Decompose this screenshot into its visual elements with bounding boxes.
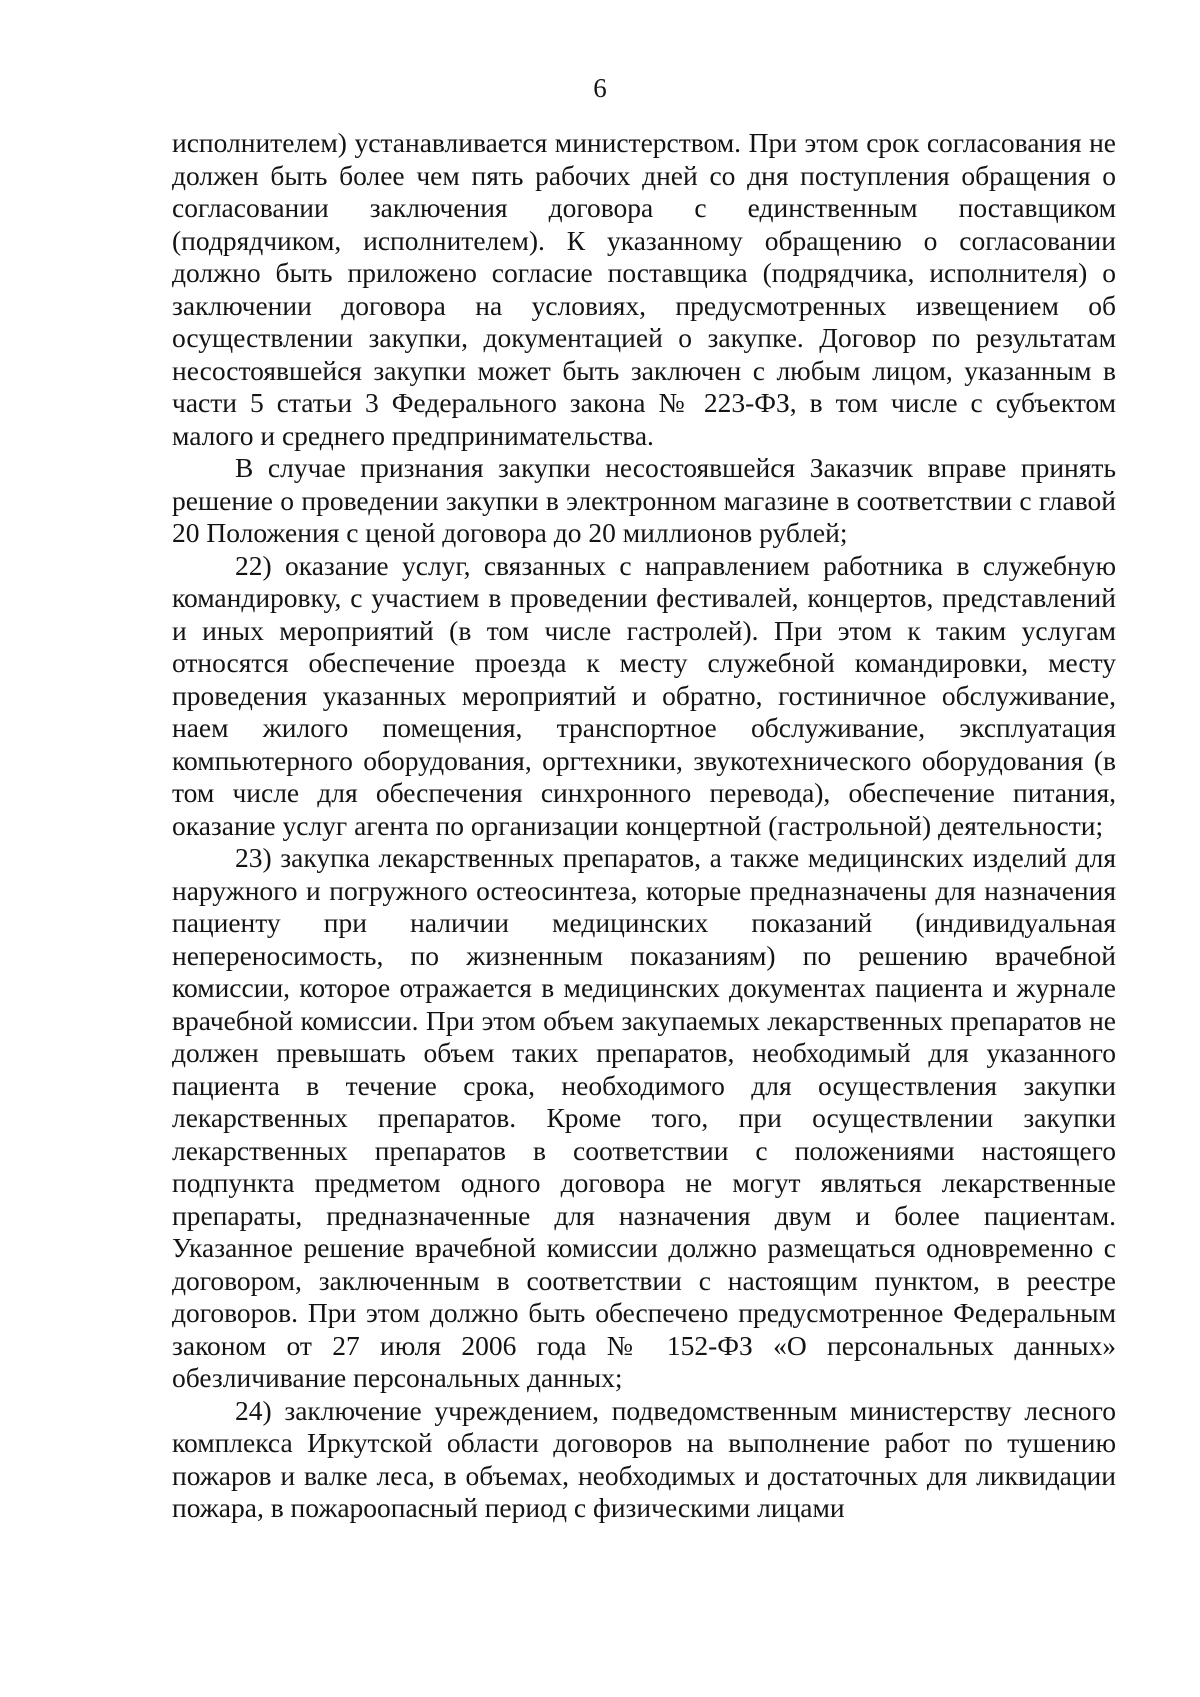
paragraph-item-24: 24) заключение учреждением, подведомственным министерству лесного комплекса Иркутской области договоров на выполнение работ по тушению пожаров и валке леса, в объемах, необходимых и достаточных для ликвидации пожара, в пожароопасный период с физическими лицами <box>172 1394 1116 1523</box>
paragraph-continuation: исполнителем) устанавливается министерством. При этом срок согласования не должен быть более чем пять рабочих дней со дня поступления обращения о согласовании заключения договора с единственным поставщиком (подрядчиком, исполнителем). К указанному обращению о согласовании должно быть приложено согласие поставщика (подрядчика, исполнителя) о заключении договора на условиях, предусмотренных извещением об осуществлении закупки, документацией о закупке. Договор по результатам несостоявшейся закупки может быть заключен с любым лицом, указанным в части 5 статьи 3 Федерального закона № 223-ФЗ, в том числе с субъектом малого и среднего предпринимательства. <box>172 127 1116 451</box>
paragraph-item-23: 23) закупка лекарственных препаратов, а также медицинских изделий для наружного и погружного остеосинтеза, которые предназначены для назначения пациенту при наличии медицинских показаний (индивидуальная непереносимость, по жизненным показаниям) по решению врачебной комиссии, которое отражается в медицинских документах пациента и журнале врачебной комиссии. При этом объем закупаемых лекарственных препаратов не должен превышать объем таких препаратов, необходимый для указанного пациента в течение срока, необходимого для осуществления закупки лекарственных препаратов. Кроме того, при осуществлении закупки лекарственных препаратов в соответствии с положениями настоящего подпункта предметом одного договора не могут являться лекарственные препараты, предназначенные для назначения двум и более пациентам. Указанное решение врачебной комиссии должно размещаться одновременно с договором, заключенным в соответствии с настоящим пунктом, в реестре договоров. При этом должно быть обеспечено предусмотренное Федеральным законом от 27 июля 2006 года № 152-ФЗ «О персональных данных» обезличивание персональных данных; <box>172 842 1116 1393</box>
document-body <box>172 127 1116 1525</box>
paragraph-failed-procurement: В случае признания закупки несостоявшейся Заказчик вправе принять решение о проведении закупки в электронном магазине в соответствии с главой 20 Положения с ценой договора до 20 миллионов рублей; <box>172 452 1116 548</box>
paragraph-item-22: 22) оказание услуг, связанных с направлением работника в служебную командировку, с участием в проведении фестивалей, концертов, представлений и иных мероприятий (в том числе гастролей). При этом к таким услугам относятся обеспечение проезда к месту служебной командировки, месту проведения указанных мероприятий и обратно, гостиничное обслуживание, наем жилого помещения, транспортное обслуживание, эксплуатация компьютерного оборудования, оргтехники, звукотехнического оборудования (в том числе для обеспечения синхронного перевода), обеспечение питания, оказание услуг агента по организации концертной (гастрольной) деятельности; <box>172 549 1116 841</box>
page-number: 6 <box>593 73 607 103</box>
